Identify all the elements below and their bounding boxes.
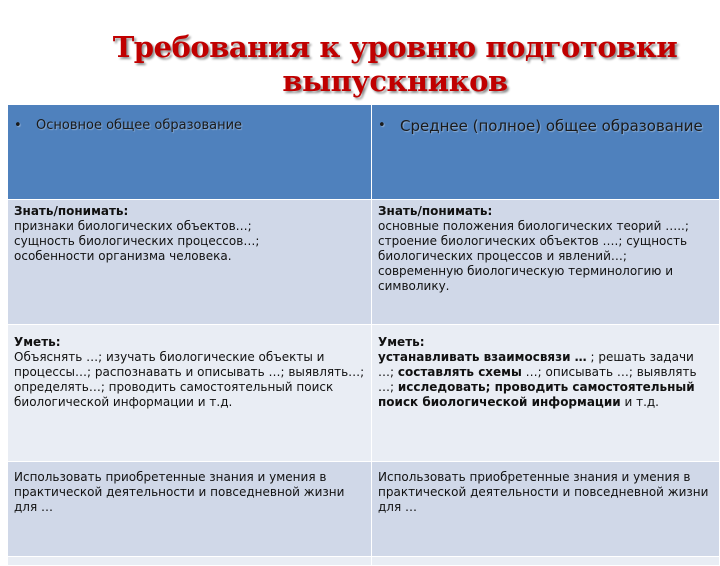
- text-fragment: ; решать задачи …;: [378, 350, 694, 379]
- table-header-row: [8, 105, 720, 200]
- cell-line: признаки биологических объектов…;: [14, 219, 252, 233]
- text-fragment: …; описывать …; выявлять …;: [378, 365, 697, 394]
- cell-skills-basic: [8, 325, 372, 462]
- cell-heading: Уметь:: [14, 335, 61, 349]
- cell-heading: Уметь:: [378, 335, 425, 349]
- cell-text: Объяснять …; изучать биологические объекты и процессы…; распознавать и описывать …; выявлять…; определять…; проводить самостоятельный поиск биологической информации и т.д.: [14, 350, 365, 409]
- cell-text: Использовать приобретенные знания и умения в практической деятельности и повседневной жизни для …: [378, 470, 709, 514]
- requirements-table: [7, 104, 720, 566]
- cell-heading: Знать/понимать:: [14, 204, 129, 218]
- cell-text: основные положения биологических теорий …..; строение биологических объектов ….; сущность биологических процессов и явлений…; современную биологическую терминологию и символику.: [378, 219, 689, 293]
- cell-empty: [8, 557, 372, 566]
- cell-heading: Знать/понимать:: [378, 204, 493, 218]
- title-line-1: Требования к уровню подготовки: [112, 30, 678, 64]
- header-cell-secondary: [372, 105, 720, 200]
- cell-line: особенности организма человека.: [14, 249, 232, 263]
- bullet-icon: •: [14, 118, 22, 133]
- cell-empty: [372, 557, 720, 566]
- bullet-icon: •: [378, 118, 386, 133]
- title-line-2: выпускников: [282, 64, 508, 98]
- table-row-empty: [8, 557, 720, 566]
- table-row-skills: [8, 325, 720, 462]
- bold-fragment: составлять схемы: [397, 365, 522, 379]
- cell-text: [378, 350, 713, 410]
- table-row-apply: [8, 462, 720, 557]
- cell-apply-secondary: [372, 462, 720, 557]
- header-basic-label: Основное общее образование: [36, 118, 243, 133]
- cell-line: сущность биологических процессов…;: [14, 234, 260, 248]
- cell-know-secondary: [372, 200, 720, 325]
- header-cell-basic: [8, 105, 372, 200]
- cell-apply-basic: [8, 462, 372, 557]
- cell-skills-secondary: [372, 325, 720, 462]
- bold-fragment: устанавливать взаимосвязи …: [378, 350, 587, 364]
- cell-know-basic: [8, 200, 372, 325]
- text-fragment: и т.д.: [620, 395, 659, 409]
- bold-fragment: исследовать; проводить самостоятельный поиск биологической информации: [378, 380, 695, 409]
- cell-text: Использовать приобретенные знания и умения в практической деятельности и повседневной жизни для …: [14, 470, 345, 514]
- header-secondary-label: Среднее (полное) общее образование: [400, 117, 703, 135]
- slide-title: [0, 30, 720, 110]
- table-row-know: [8, 200, 720, 325]
